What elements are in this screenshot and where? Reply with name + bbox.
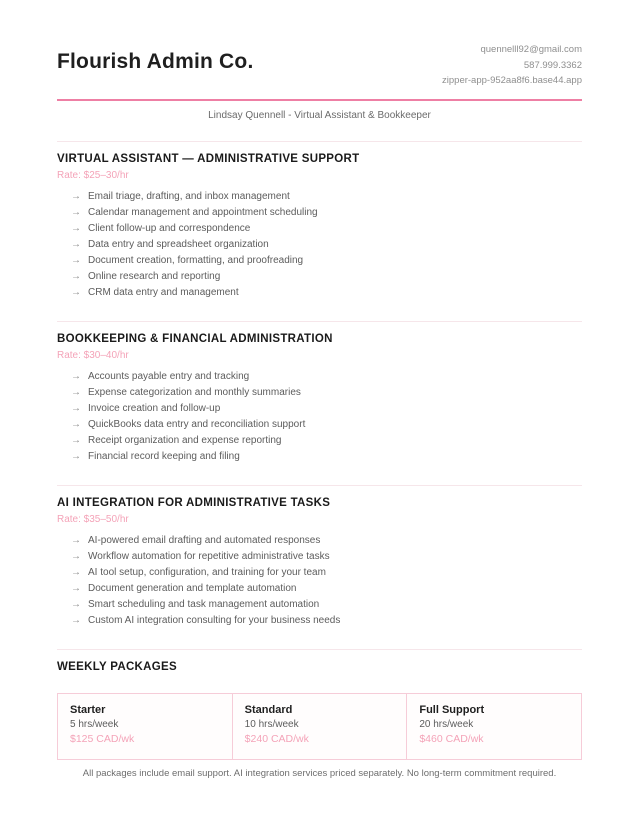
arrow-icon: →	[71, 402, 81, 414]
list-item-text: Calendar management and appointment scheduling	[88, 206, 318, 218]
section-divider	[57, 485, 582, 486]
arrow-icon: →	[71, 614, 81, 626]
section-title: WEEKLY PACKAGES	[57, 660, 177, 673]
package-standard	[232, 694, 407, 759]
arrow-icon: →	[71, 206, 81, 218]
arrow-icon: →	[71, 386, 81, 398]
arrow-icon: →	[71, 450, 81, 462]
package-hours: 5 hrs/week	[70, 718, 119, 730]
list-item-text: QuickBooks data entry and reconciliation support	[88, 418, 306, 430]
package-name: Standard	[244, 703, 293, 716]
list-item-text: Custom AI integration consulting for your business needs	[88, 614, 341, 626]
list-item	[71, 401, 582, 417]
packages-table	[57, 693, 582, 760]
list-item	[71, 597, 582, 613]
package-price: $460 CAD/wk	[419, 732, 484, 745]
list-item-text: Accounts payable entry and tracking	[88, 370, 250, 382]
arrow-icon: →	[71, 286, 81, 298]
list-item	[71, 189, 582, 205]
contact-info	[442, 42, 582, 89]
arrow-icon: →	[71, 434, 81, 446]
list-item-text: AI tool setup, configuration, and training for your team	[88, 566, 326, 578]
list-item-text: Email triage, drafting, and inbox management	[88, 190, 290, 202]
list-item	[71, 369, 582, 385]
list-item	[71, 449, 582, 465]
section-virtual-assistant	[57, 153, 582, 301]
list-item-text: Online research and reporting	[88, 270, 221, 282]
list-item-text: Workflow automation for repetitive administrative tasks	[88, 550, 330, 562]
section-divider	[57, 321, 582, 322]
list-item	[71, 581, 582, 597]
arrow-icon: →	[71, 370, 81, 382]
list-item-text: Receipt organization and expense reporting	[88, 434, 282, 446]
arrow-icon: →	[71, 550, 81, 562]
service-list	[57, 533, 582, 629]
header	[57, 42, 582, 89]
list-item	[71, 221, 582, 237]
arrow-icon: →	[71, 270, 81, 282]
package-hours: 20 hrs/week	[419, 718, 474, 730]
list-item	[71, 613, 582, 629]
section-weekly-packages	[57, 661, 582, 779]
list-item-text: Document creation, formatting, and proofreading	[88, 254, 304, 266]
list-item	[71, 549, 582, 565]
list-item-text: Data entry and spreadsheet organization	[88, 238, 269, 250]
tagline: Lindsay Quennell - Virtual Assistant & Bookkeeper	[208, 109, 431, 121]
list-item	[71, 565, 582, 581]
package-price: $240 CAD/wk	[244, 732, 309, 745]
package-starter	[58, 694, 232, 759]
list-item-text: Invoice creation and follow-up	[88, 402, 221, 414]
package-price: $125 CAD/wk	[70, 732, 135, 745]
list-item	[71, 253, 582, 269]
package-full-support	[406, 694, 581, 759]
list-item-text: Smart scheduling and task management automation	[88, 598, 320, 610]
arrow-icon: →	[71, 254, 81, 266]
section-ai-integration	[57, 497, 582, 629]
list-item-text: Client follow-up and correspondence	[88, 222, 251, 234]
service-list	[57, 369, 582, 465]
list-item-text: CRM data entry and management	[88, 286, 239, 298]
section-divider	[57, 141, 582, 142]
package-name: Full Support	[419, 703, 485, 716]
arrow-icon: →	[71, 190, 81, 202]
section-title: BOOKKEEPING & FINANCIAL ADMINISTRATION	[57, 332, 333, 345]
contact-website: zipper-app-952aa8f6.base44.app	[442, 75, 582, 86]
list-item	[71, 417, 582, 433]
arrow-icon: →	[71, 238, 81, 250]
list-item	[71, 433, 582, 449]
packages-footnote: All packages include email support. AI integration services priced separately. No long-term commitment required.	[82, 767, 557, 779]
arrow-icon: →	[71, 222, 81, 234]
section-bookkeeping	[57, 333, 582, 465]
list-item-text: Expense categorization and monthly summaries	[88, 386, 301, 398]
section-rate: Rate: $25–30/hr	[57, 169, 129, 181]
list-item	[71, 205, 582, 221]
contact-email: quennelll92@gmail.com	[480, 44, 582, 55]
service-list	[57, 189, 582, 301]
list-item	[71, 533, 582, 549]
section-title: AI INTEGRATION FOR ADMINISTRATIVE TASKS	[57, 496, 331, 509]
section-divider	[57, 649, 582, 650]
section-rate: Rate: $30–40/hr	[57, 349, 129, 361]
list-item-text: AI-powered email drafting and automated responses	[88, 534, 321, 546]
section-rate: Rate: $35–50/hr	[57, 513, 129, 525]
company-name: Flourish Admin Co.	[57, 50, 254, 73]
list-item	[71, 285, 582, 301]
package-hours: 10 hrs/week	[244, 718, 299, 730]
arrow-icon: →	[71, 566, 81, 578]
arrow-icon: →	[71, 582, 81, 594]
header-rule	[57, 99, 582, 101]
list-item-text: Document generation and template automation	[88, 582, 297, 594]
arrow-icon: →	[71, 418, 81, 430]
list-item	[71, 269, 582, 285]
list-item	[71, 385, 582, 401]
arrow-icon: →	[71, 534, 81, 546]
list-item-text: Financial record keeping and filing	[88, 450, 240, 462]
arrow-icon: →	[71, 598, 81, 610]
list-item	[71, 237, 582, 253]
package-name: Starter	[70, 703, 106, 716]
section-title: VIRTUAL ASSISTANT — ADMINISTRATIVE SUPPORT	[57, 152, 360, 165]
contact-phone: 587.999.3362	[523, 59, 582, 71]
